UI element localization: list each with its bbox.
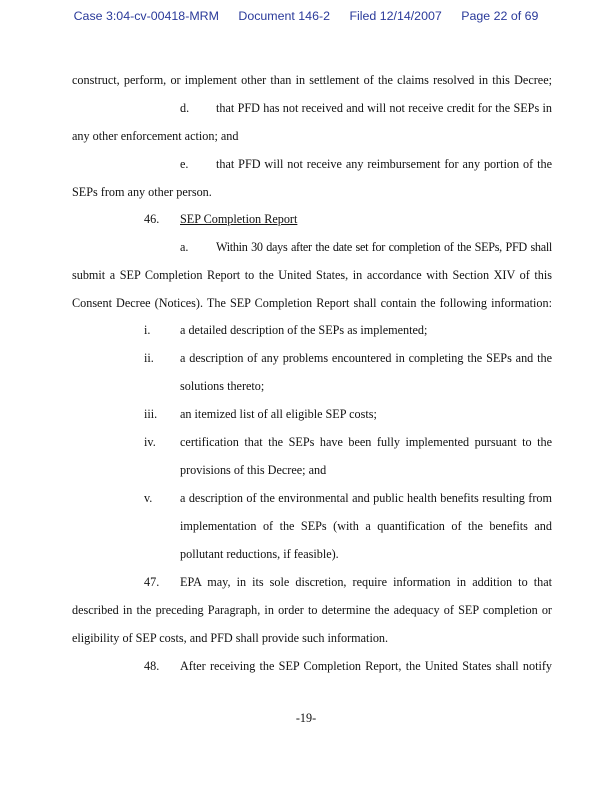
item-e-text-cont: SEPs from any other person. [72,185,212,199]
item-label-a: a. [180,240,189,254]
list-item-text: implementation of the SEPs (with a quantification of the benefits and [180,519,552,533]
list-label-v: v. [144,491,153,505]
list-item-text: certification that the SEPs have been fully implemented pursuant to the [180,435,552,449]
page-count: Page 22 of 69 [461,9,539,23]
list-item-text: a detailed description of the SEPs as implemented; [180,323,428,337]
item-label-e: e. [180,157,189,171]
list-item-text: an itemized list of all eligible SEP costs; [180,407,377,421]
paragraph-48-text: After receiving the SEP Completion Report, the United States shall notify [180,659,552,673]
list-label-i: i. [144,323,151,337]
paragraph-line: construct, perform, or implement other than in settlement of the claims resolved in this Decree; [72,73,552,87]
item-d-text: that PFD has not received and will not receive credit for the SEPs in [216,101,552,115]
paragraph-47-text: EPA may, in its sole discretion, require information in addition to that [180,575,552,589]
paragraph-47-text: eligibility of SEP costs, and PFD shall provide such information. [72,631,389,645]
paragraph-number-46: 46. [144,212,160,226]
item-a-text-cont: submit a SEP Completion Report to the United States, in accordance with Section XIV of this [72,268,552,282]
paragraph-number-48: 48. [144,659,160,673]
list-item-text: a description of any problems encountered in completing the SEPs and the [180,351,552,365]
list-item-text: solutions thereto; [180,379,265,393]
list-item-text: provisions of this Decree; and [180,463,327,477]
item-d-text-cont: any other enforcement action; and [72,129,239,143]
item-a-text-cont: Consent Decree (Notices). The SEP Completion Report shall contain the following information: [72,296,552,310]
case-number: Case 3:04-cv-00418-MRM [73,9,219,23]
paragraph-47-text: described in the preceding Paragraph, in order to determine the adequacy of SEP completion or [72,603,552,617]
item-a-text: Within 30 days after the date set for completion of the SEPs, PFD shall [216,240,552,254]
ecf-header [0,9,612,23]
document-number: Document 146-2 [238,9,330,23]
item-label-d: d. [180,101,190,115]
list-label-iv: iv. [144,435,156,449]
paragraph-number-47: 47. [144,575,160,589]
list-label-ii: ii. [144,351,154,365]
item-e-text: that PFD will not receive any reimbursement for any portion of the [216,157,552,171]
section-heading: SEP Completion Report [180,212,298,226]
list-item-text: a description of the environmental and public health benefits resulting from [180,491,552,505]
page-number: -19- [295,711,317,725]
list-item-text: pollutant reductions, if feasible). [180,547,339,561]
list-label-iii: iii. [144,407,158,421]
filed-date: Filed 12/14/2007 [349,9,442,23]
